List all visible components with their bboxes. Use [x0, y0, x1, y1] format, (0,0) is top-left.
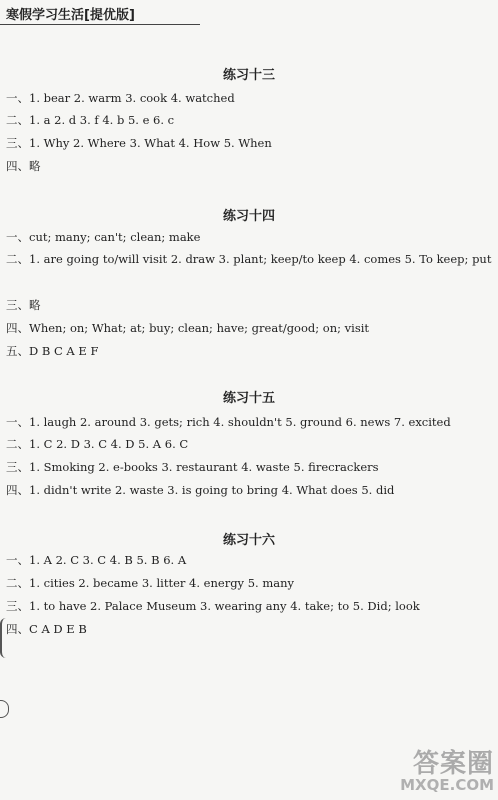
watermark-url: MXQE.COM — [400, 776, 494, 794]
answer-line: 三、1. to have 2. Palace Museum 3. wearing any 4. take; to 5. Did; look — [6, 599, 420, 613]
header-divider — [0, 24, 200, 25]
answer-line: 四、C A D E B — [6, 622, 87, 636]
pen-mark — [0, 700, 9, 718]
answer-line: 四、When; on; What; at; buy; clean; have; great/good; on; visit — [6, 321, 370, 335]
answer-line: 二、1. a 2. d 3. f 4. b 5. e 6. c — [6, 113, 175, 127]
watermark-logo: 答案圈 — [412, 749, 494, 779]
answer-line: 四、1. didn't write 2. waste 3. is going to bring 4. What does 5. did — [6, 483, 395, 497]
section-title-14: 练习十四 — [222, 209, 275, 224]
pen-mark — [0, 618, 12, 658]
answer-line: 二、1. cities 2. became 3. litter 4. energy 5. many — [6, 576, 294, 590]
answer-line: 一、1. A 2. C 3. C 4. B 5. B 6. A — [6, 553, 187, 567]
section-title-13: 练习十三 — [222, 68, 275, 83]
answer-line: 二、1. are going to/will visit 2. draw 3. plant; keep/to keep 4. comes 5. To keep; put — [6, 252, 492, 266]
section-title-15: 练习十五 — [222, 391, 275, 406]
answer-line: 四、略 — [6, 159, 41, 173]
answer-line: 一、cut; many; can't; clean; make — [6, 230, 201, 244]
answer-line: 三、1. Why 2. Where 3. What 4. How 5. When — [6, 136, 272, 150]
book-title: 寒假学习生活[提优版] — [6, 8, 135, 23]
answer-line: 三、1. Smoking 2. e-books 3. restaurant 4. waste 5. firecrackers — [6, 460, 379, 474]
answer-line: 二、1. C 2. D 3. C 4. D 5. A 6. C — [6, 437, 189, 451]
section-title-16: 练习十六 — [222, 533, 275, 548]
answer-line: 一、1. bear 2. warm 3. cook 4. watched — [6, 91, 235, 105]
answer-line: 五、D B C A E F — [6, 344, 99, 358]
answer-line: 三、略 — [6, 298, 41, 312]
watermark — [400, 743, 494, 794]
answer-line: 一、1. laugh 2. around 3. gets; rich 4. shouldn't 5. ground 6. news 7. excited — [6, 415, 451, 429]
